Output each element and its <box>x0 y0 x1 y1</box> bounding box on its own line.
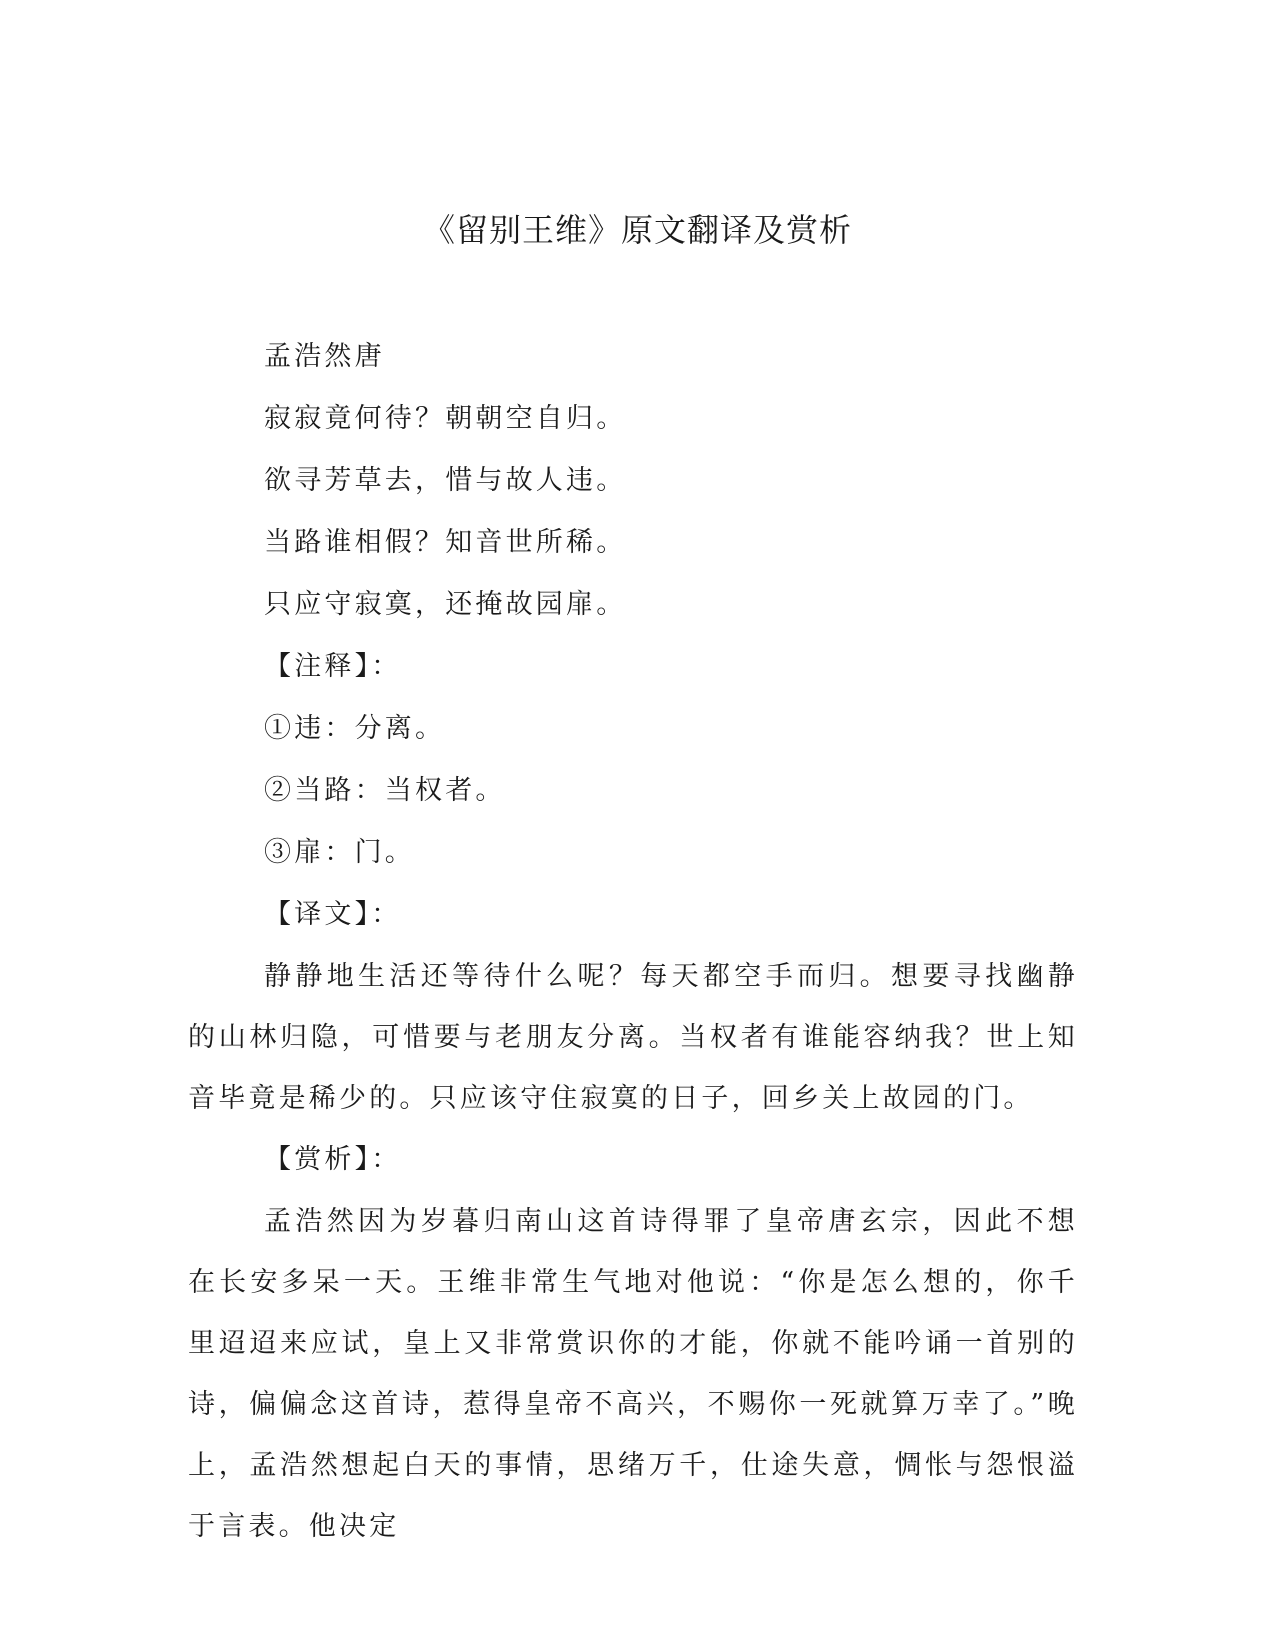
author-line: 孟浩然唐 <box>264 341 385 372</box>
poem-line: 当路谁相假？知音世所稀。 <box>264 527 627 558</box>
poem-line: 欲寻芳草去，惜与故人违。 <box>264 465 627 496</box>
translation-paragraph: 静静地生活还等待什么呢？每天都空手而归。想要寻找幽静的山林归隐，可惜要与老朋友分离。当权者有谁能容纳我？世上知音毕竟是稀少的。只应该守住寂寞的日子，回乡关上故园的门。 <box>188 961 1078 1114</box>
appreciation-heading: 【赏析】： <box>264 1144 402 1175</box>
document-title: 《留别王维》原文翻译及赏析 <box>422 211 852 249</box>
notes-heading: 【注释】： <box>264 651 402 682</box>
translation-heading: 【译文】： <box>264 899 402 930</box>
note-item: ②当路：当权者。 <box>264 775 506 806</box>
poem-line: 只应守寂寞，还掩故园扉。 <box>264 589 627 620</box>
poem-line: 寂寂竟何待？朝朝空自归。 <box>264 403 627 434</box>
note-item: ③扉：门。 <box>264 837 415 868</box>
note-item: ①违：分离。 <box>264 713 446 744</box>
document-body <box>188 326 1078 1557</box>
appreciation-paragraph: 孟浩然因为岁暮归南山这首诗得罪了皇帝唐玄宗，因此不想在长安多呆一天。王维非常生气地对他说：“你是怎么想的，你千里迢迢来应试，皇上又非常赏识你的才能，你就不能吟诵一首别的诗，偏偏念这首诗，惹得皇帝不高兴，不赐你一死就算万幸了。”晚上，孟浩然想起白天的事情，思绪万千，仕途失意，惆怅与怨恨溢于言表。他决定 <box>188 1206 1078 1542</box>
